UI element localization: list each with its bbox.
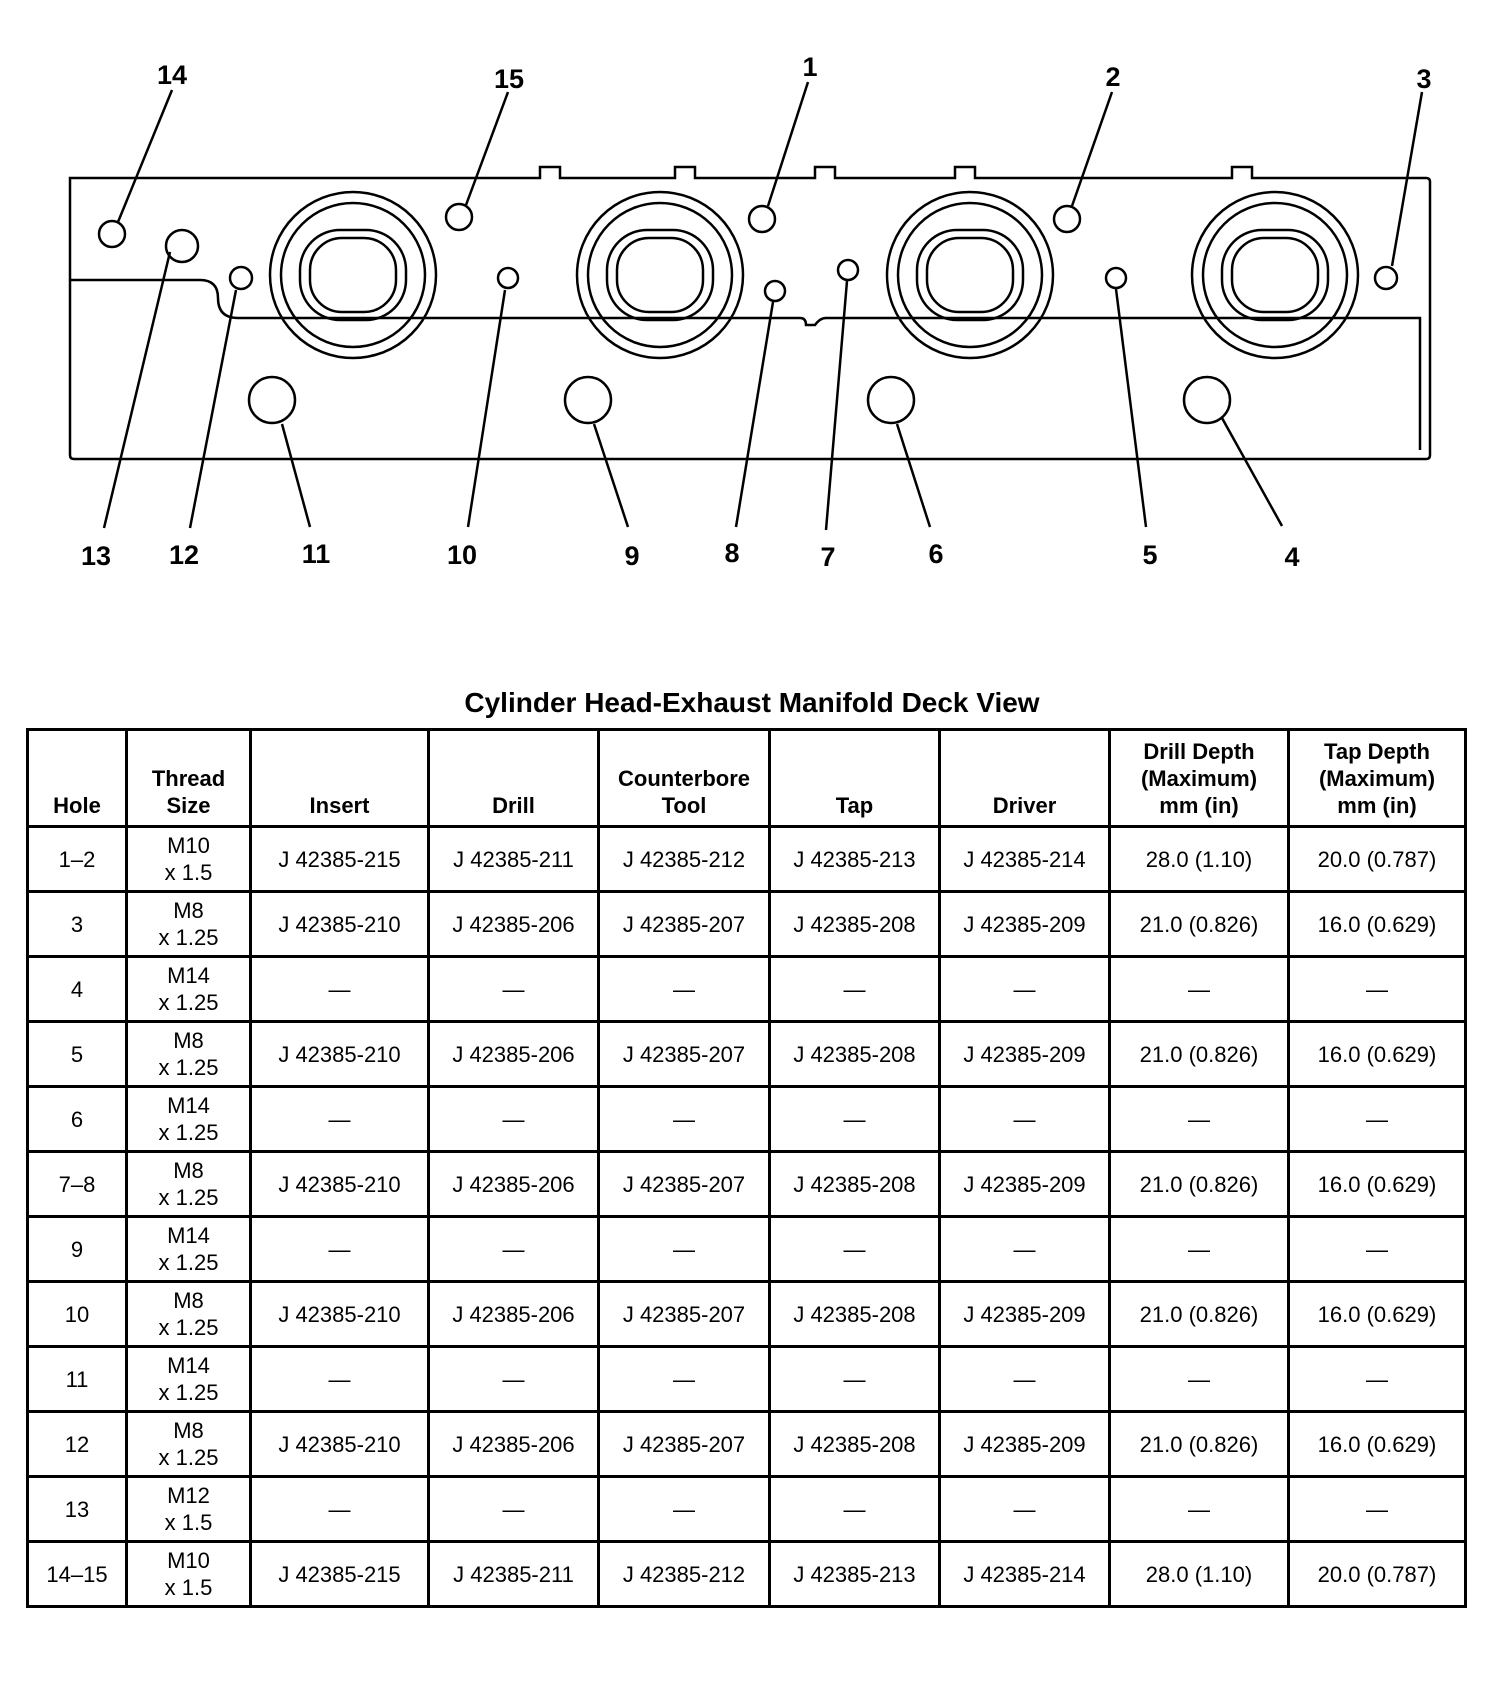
- cell-drill: —: [429, 957, 599, 1022]
- cell-driver: J 42385-214: [940, 827, 1110, 892]
- cell-hole: 6: [28, 1087, 127, 1152]
- header-counterbore-tool: Counterbore Tool: [599, 730, 770, 827]
- callout-9: 9: [624, 541, 640, 571]
- cell-insert: J 42385-210: [251, 1282, 429, 1347]
- cell-drill-depth: 21.0 (0.826): [1110, 1022, 1289, 1087]
- table-row: [28, 1347, 1466, 1412]
- cell-insert: —: [251, 1347, 429, 1412]
- header-drill: Drill: [429, 730, 599, 827]
- cell-hole: 1–2: [28, 827, 127, 892]
- cell-counterbore: J 42385-207: [599, 892, 770, 957]
- cell-insert: J 42385-210: [251, 1022, 429, 1087]
- callout-7: 7: [820, 542, 836, 572]
- exhaust-manifold-deck-diagram: [0, 0, 1504, 600]
- cell-driver: J 42385-209: [940, 1152, 1110, 1217]
- leader-lines: [104, 82, 1422, 530]
- cell-counterbore: J 42385-207: [599, 1412, 770, 1477]
- callout-4: 4: [1284, 542, 1300, 572]
- hole-2: [1054, 206, 1080, 232]
- hole-1: [749, 206, 775, 232]
- hole-8: [765, 281, 785, 301]
- cell-drill: J 42385-211: [429, 1542, 599, 1607]
- cell-tap: —: [770, 957, 940, 1022]
- cell-drill: —: [429, 1347, 599, 1412]
- cell-thread-size: M8 x 1.25: [127, 1022, 251, 1087]
- table-row: [28, 1412, 1466, 1477]
- cell-driver: —: [940, 1347, 1110, 1412]
- cell-hole: 4: [28, 957, 127, 1022]
- cell-tap: J 42385-213: [770, 827, 940, 892]
- cell-tap-depth: —: [1289, 957, 1466, 1022]
- hole-4: [1184, 377, 1230, 423]
- hole-7: [838, 260, 858, 280]
- cell-hole: 3: [28, 892, 127, 957]
- cell-counterbore: J 42385-207: [599, 1152, 770, 1217]
- cell-drill: J 42385-211: [429, 827, 599, 892]
- cell-thread-size: M14 x 1.25: [127, 1217, 251, 1282]
- cell-drill-depth: 21.0 (0.826): [1110, 1282, 1289, 1347]
- cell-drill-depth: 28.0 (1.10): [1110, 827, 1289, 892]
- cell-tap-depth: 16.0 (0.629): [1289, 1152, 1466, 1217]
- cell-driver: J 42385-209: [940, 1412, 1110, 1477]
- callout-14: 14: [156, 60, 188, 90]
- cell-insert: J 42385-215: [251, 827, 429, 892]
- callout-5: 5: [1142, 540, 1158, 570]
- cell-tap-depth: —: [1289, 1087, 1466, 1152]
- cell-hole: 13: [28, 1477, 127, 1542]
- cell-hole: 11: [28, 1347, 127, 1412]
- cell-counterbore: J 42385-207: [599, 1022, 770, 1087]
- cell-insert: —: [251, 1477, 429, 1542]
- cell-thread-size: M12 x 1.5: [127, 1477, 251, 1542]
- table-row: [28, 1282, 1466, 1347]
- cell-tap-depth: —: [1289, 1477, 1466, 1542]
- exhaust-port-4: [1192, 192, 1358, 358]
- cell-insert: —: [251, 957, 429, 1022]
- cell-thread-size: M10 x 1.5: [127, 827, 251, 892]
- cell-tap-depth: 20.0 (0.787): [1289, 827, 1466, 892]
- cell-thread-size: M10 x 1.5: [127, 1542, 251, 1607]
- cell-thread-size: M14 x 1.25: [127, 1347, 251, 1412]
- cell-thread-size: M8 x 1.25: [127, 1152, 251, 1217]
- callout-15: 15: [493, 64, 525, 94]
- table-row: [28, 1022, 1466, 1087]
- cell-tap: —: [770, 1217, 940, 1282]
- specs-table: [26, 728, 1467, 1608]
- cell-tap-depth: 20.0 (0.787): [1289, 1542, 1466, 1607]
- callout-8: 8: [724, 538, 740, 568]
- cell-counterbore: —: [599, 1087, 770, 1152]
- cell-insert: J 42385-210: [251, 1412, 429, 1477]
- cell-counterbore: J 42385-212: [599, 1542, 770, 1607]
- cell-tap: J 42385-213: [770, 1542, 940, 1607]
- header-hole: Hole: [28, 730, 127, 827]
- cell-thread-size: M8 x 1.25: [127, 1412, 251, 1477]
- table-row: [28, 827, 1466, 892]
- cell-thread-size: M14 x 1.25: [127, 957, 251, 1022]
- table-body: [28, 827, 1466, 1607]
- callout-2: 2: [1105, 62, 1121, 92]
- hole-12: [230, 267, 252, 289]
- header-driver: Driver: [940, 730, 1110, 827]
- cell-hole: 10: [28, 1282, 127, 1347]
- callout-10: 10: [446, 540, 478, 570]
- cell-tap: J 42385-208: [770, 1412, 940, 1477]
- cell-driver: —: [940, 1477, 1110, 1542]
- table-row: [28, 957, 1466, 1022]
- header-tap: Tap: [770, 730, 940, 827]
- cell-hole: 12: [28, 1412, 127, 1477]
- cell-thread-size: M8 x 1.25: [127, 892, 251, 957]
- cell-tap-depth: 16.0 (0.629): [1289, 1022, 1466, 1087]
- callout-labels: [81, 52, 1432, 572]
- cell-drill-depth: —: [1110, 1347, 1289, 1412]
- hole-6: [868, 377, 914, 423]
- table-row: [28, 892, 1466, 957]
- cell-tap: J 42385-208: [770, 1282, 940, 1347]
- cell-hole: 7–8: [28, 1152, 127, 1217]
- hole-5: [1106, 268, 1126, 288]
- callout-13: 13: [80, 541, 112, 571]
- table-row: [28, 1217, 1466, 1282]
- cell-counterbore: —: [599, 1477, 770, 1542]
- cell-tap: J 42385-208: [770, 1152, 940, 1217]
- header-drill-depth: Drill Depth (Maximum) mm (in): [1110, 730, 1289, 827]
- cell-tap: —: [770, 1347, 940, 1412]
- hole-14: [99, 221, 125, 247]
- hole-11: [249, 377, 295, 423]
- cell-insert: J 42385-210: [251, 892, 429, 957]
- cell-hole: 14–15: [28, 1542, 127, 1607]
- cell-driver: J 42385-209: [940, 1022, 1110, 1087]
- cell-tap-depth: —: [1289, 1347, 1466, 1412]
- header-row: [28, 730, 1466, 827]
- cell-drill-depth: —: [1110, 1087, 1289, 1152]
- cell-insert: J 42385-210: [251, 1152, 429, 1217]
- hole-13: [166, 230, 198, 262]
- cell-drill: —: [429, 1477, 599, 1542]
- cell-tap-depth: 16.0 (0.629): [1289, 1282, 1466, 1347]
- cell-hole: 9: [28, 1217, 127, 1282]
- cell-drill-depth: —: [1110, 1477, 1289, 1542]
- header-thread-size: Thread Size: [127, 730, 251, 827]
- callout-12: 12: [168, 540, 200, 570]
- table-row: [28, 1087, 1466, 1152]
- cell-counterbore: J 42385-212: [599, 827, 770, 892]
- cell-drill: J 42385-206: [429, 1412, 599, 1477]
- cell-drill: —: [429, 1087, 599, 1152]
- cell-drill-depth: 21.0 (0.826): [1110, 1152, 1289, 1217]
- cell-drill-depth: 21.0 (0.826): [1110, 1412, 1289, 1477]
- cell-counterbore: —: [599, 1217, 770, 1282]
- cell-driver: —: [940, 1217, 1110, 1282]
- cell-drill: J 42385-206: [429, 1152, 599, 1217]
- cell-insert: J 42385-215: [251, 1542, 429, 1607]
- cell-drill: J 42385-206: [429, 1022, 599, 1087]
- cell-drill-depth: —: [1110, 957, 1289, 1022]
- exhaust-ports: [270, 192, 1358, 358]
- cell-hole: 5: [28, 1022, 127, 1087]
- cell-counterbore: J 42385-207: [599, 1282, 770, 1347]
- cell-driver: —: [940, 957, 1110, 1022]
- cell-driver: —: [940, 1087, 1110, 1152]
- cell-counterbore: —: [599, 957, 770, 1022]
- callout-11: 11: [301, 539, 331, 569]
- hole-3: [1375, 267, 1397, 289]
- exhaust-port-3: [887, 192, 1053, 358]
- exhaust-port-2: [577, 192, 743, 358]
- cell-drill: J 42385-206: [429, 1282, 599, 1347]
- cell-driver: J 42385-209: [940, 892, 1110, 957]
- cell-drill: —: [429, 1217, 599, 1282]
- cell-insert: —: [251, 1087, 429, 1152]
- hole-10: [498, 268, 518, 288]
- table-title: Cylinder Head-Exhaust Manifold Deck View: [464, 687, 1040, 718]
- cell-driver: J 42385-209: [940, 1282, 1110, 1347]
- cell-tap: J 42385-208: [770, 892, 940, 957]
- cell-tap-depth: 16.0 (0.629): [1289, 1412, 1466, 1477]
- cell-drill-depth: 28.0 (1.10): [1110, 1542, 1289, 1607]
- callout-3: 3: [1416, 64, 1432, 94]
- header-tap-depth: Tap Depth (Maximum) mm (in): [1289, 730, 1466, 827]
- cell-tap-depth: 16.0 (0.629): [1289, 892, 1466, 957]
- callout-6: 6: [928, 539, 944, 569]
- table-row: [28, 1542, 1466, 1607]
- cell-tap: —: [770, 1477, 940, 1542]
- exhaust-port-1: [270, 192, 436, 358]
- cell-tap: J 42385-208: [770, 1022, 940, 1087]
- table-row: [28, 1477, 1466, 1542]
- cell-drill-depth: —: [1110, 1217, 1289, 1282]
- cell-drill-depth: 21.0 (0.826): [1110, 892, 1289, 957]
- table-row: [28, 1152, 1466, 1217]
- cell-drill: J 42385-206: [429, 892, 599, 957]
- cell-tap: —: [770, 1087, 940, 1152]
- cell-thread-size: M8 x 1.25: [127, 1282, 251, 1347]
- hole-15: [446, 204, 472, 230]
- cell-counterbore: —: [599, 1347, 770, 1412]
- cell-thread-size: M14 x 1.25: [127, 1087, 251, 1152]
- cell-driver: J 42385-214: [940, 1542, 1110, 1607]
- cell-insert: —: [251, 1217, 429, 1282]
- cell-tap-depth: —: [1289, 1217, 1466, 1282]
- header-insert: Insert: [251, 730, 429, 827]
- hole-9: [565, 377, 611, 423]
- callout-1: 1: [802, 52, 818, 82]
